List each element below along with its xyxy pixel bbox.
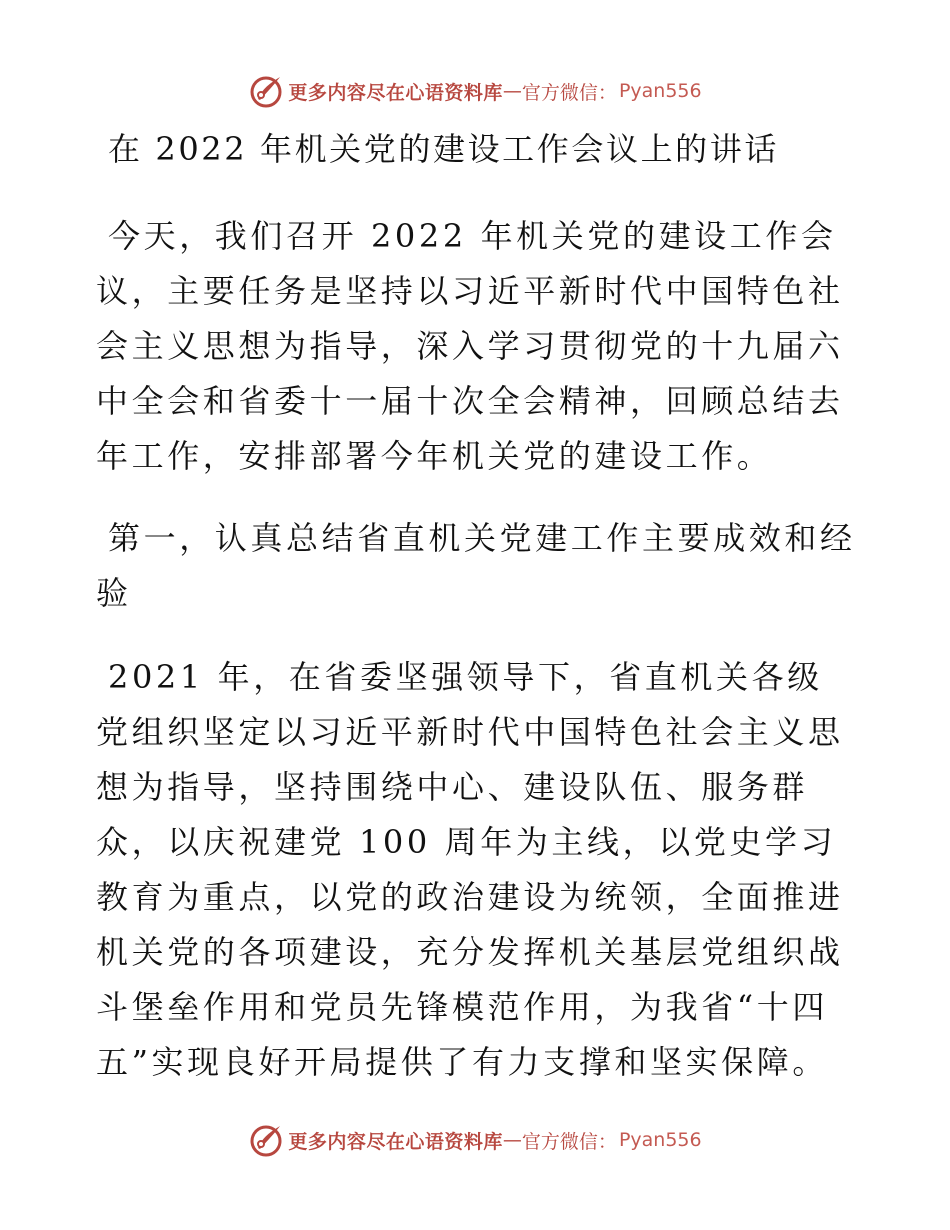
watermark-wechat-id: Pyan556 [618, 80, 702, 102]
watermark-wechat-id: Pyan556 [618, 1129, 702, 1151]
document-title: 在 2022 年机关党的建设工作会议上的讲话 [108, 130, 779, 168]
watermark-text: 更多内容尽在心语资料库 [288, 81, 503, 104]
document-body [96, 122, 856, 1090]
watermark-wechat-label: 官方微信： [521, 81, 617, 104]
watermark-text: 更多内容尽在心语资料库 [288, 1130, 503, 1153]
watermark-separator: — [502, 80, 522, 102]
body-paragraph: 2021 年，在省委坚强领导下，省直机关各级党组织坚定以习近平新时代中国特色社会主义思想为指导，坚持围绕中心、建设队伍、服务群众，以庆祝建党 100 周年为主线，以党史学习教育为重点，以党的政治建设为统领，全面推进机关党的各项建设，充分发挥机关基层党组织战斗堡垒作用和党员先锋模范作用，为我省“十四五”实现良好开局提供了有力支撑和坚实保障。 [96, 658, 844, 1081]
watermark-banner-top [0, 71, 950, 111]
quill-emblem-icon [248, 73, 284, 109]
watermark-banner-bottom [0, 1120, 950, 1160]
section-heading: 第一，认真总结省直机关党建工作主要成效和经验 [96, 519, 856, 612]
watermark-wechat-label: 官方微信： [521, 1130, 617, 1153]
intro-paragraph: 今天，我们召开 2022 年机关党的建设工作会议，主要任务是坚持以习近平新时代中国特色社会主义思想为指导，深入学习贯彻党的十九届六中全会和省委十一届十次全会精神，回顾总结去年工作，安排部署今年机关党的建设工作。 [96, 217, 844, 475]
watermark-separator: — [502, 1129, 522, 1151]
quill-emblem-icon [248, 1122, 284, 1158]
